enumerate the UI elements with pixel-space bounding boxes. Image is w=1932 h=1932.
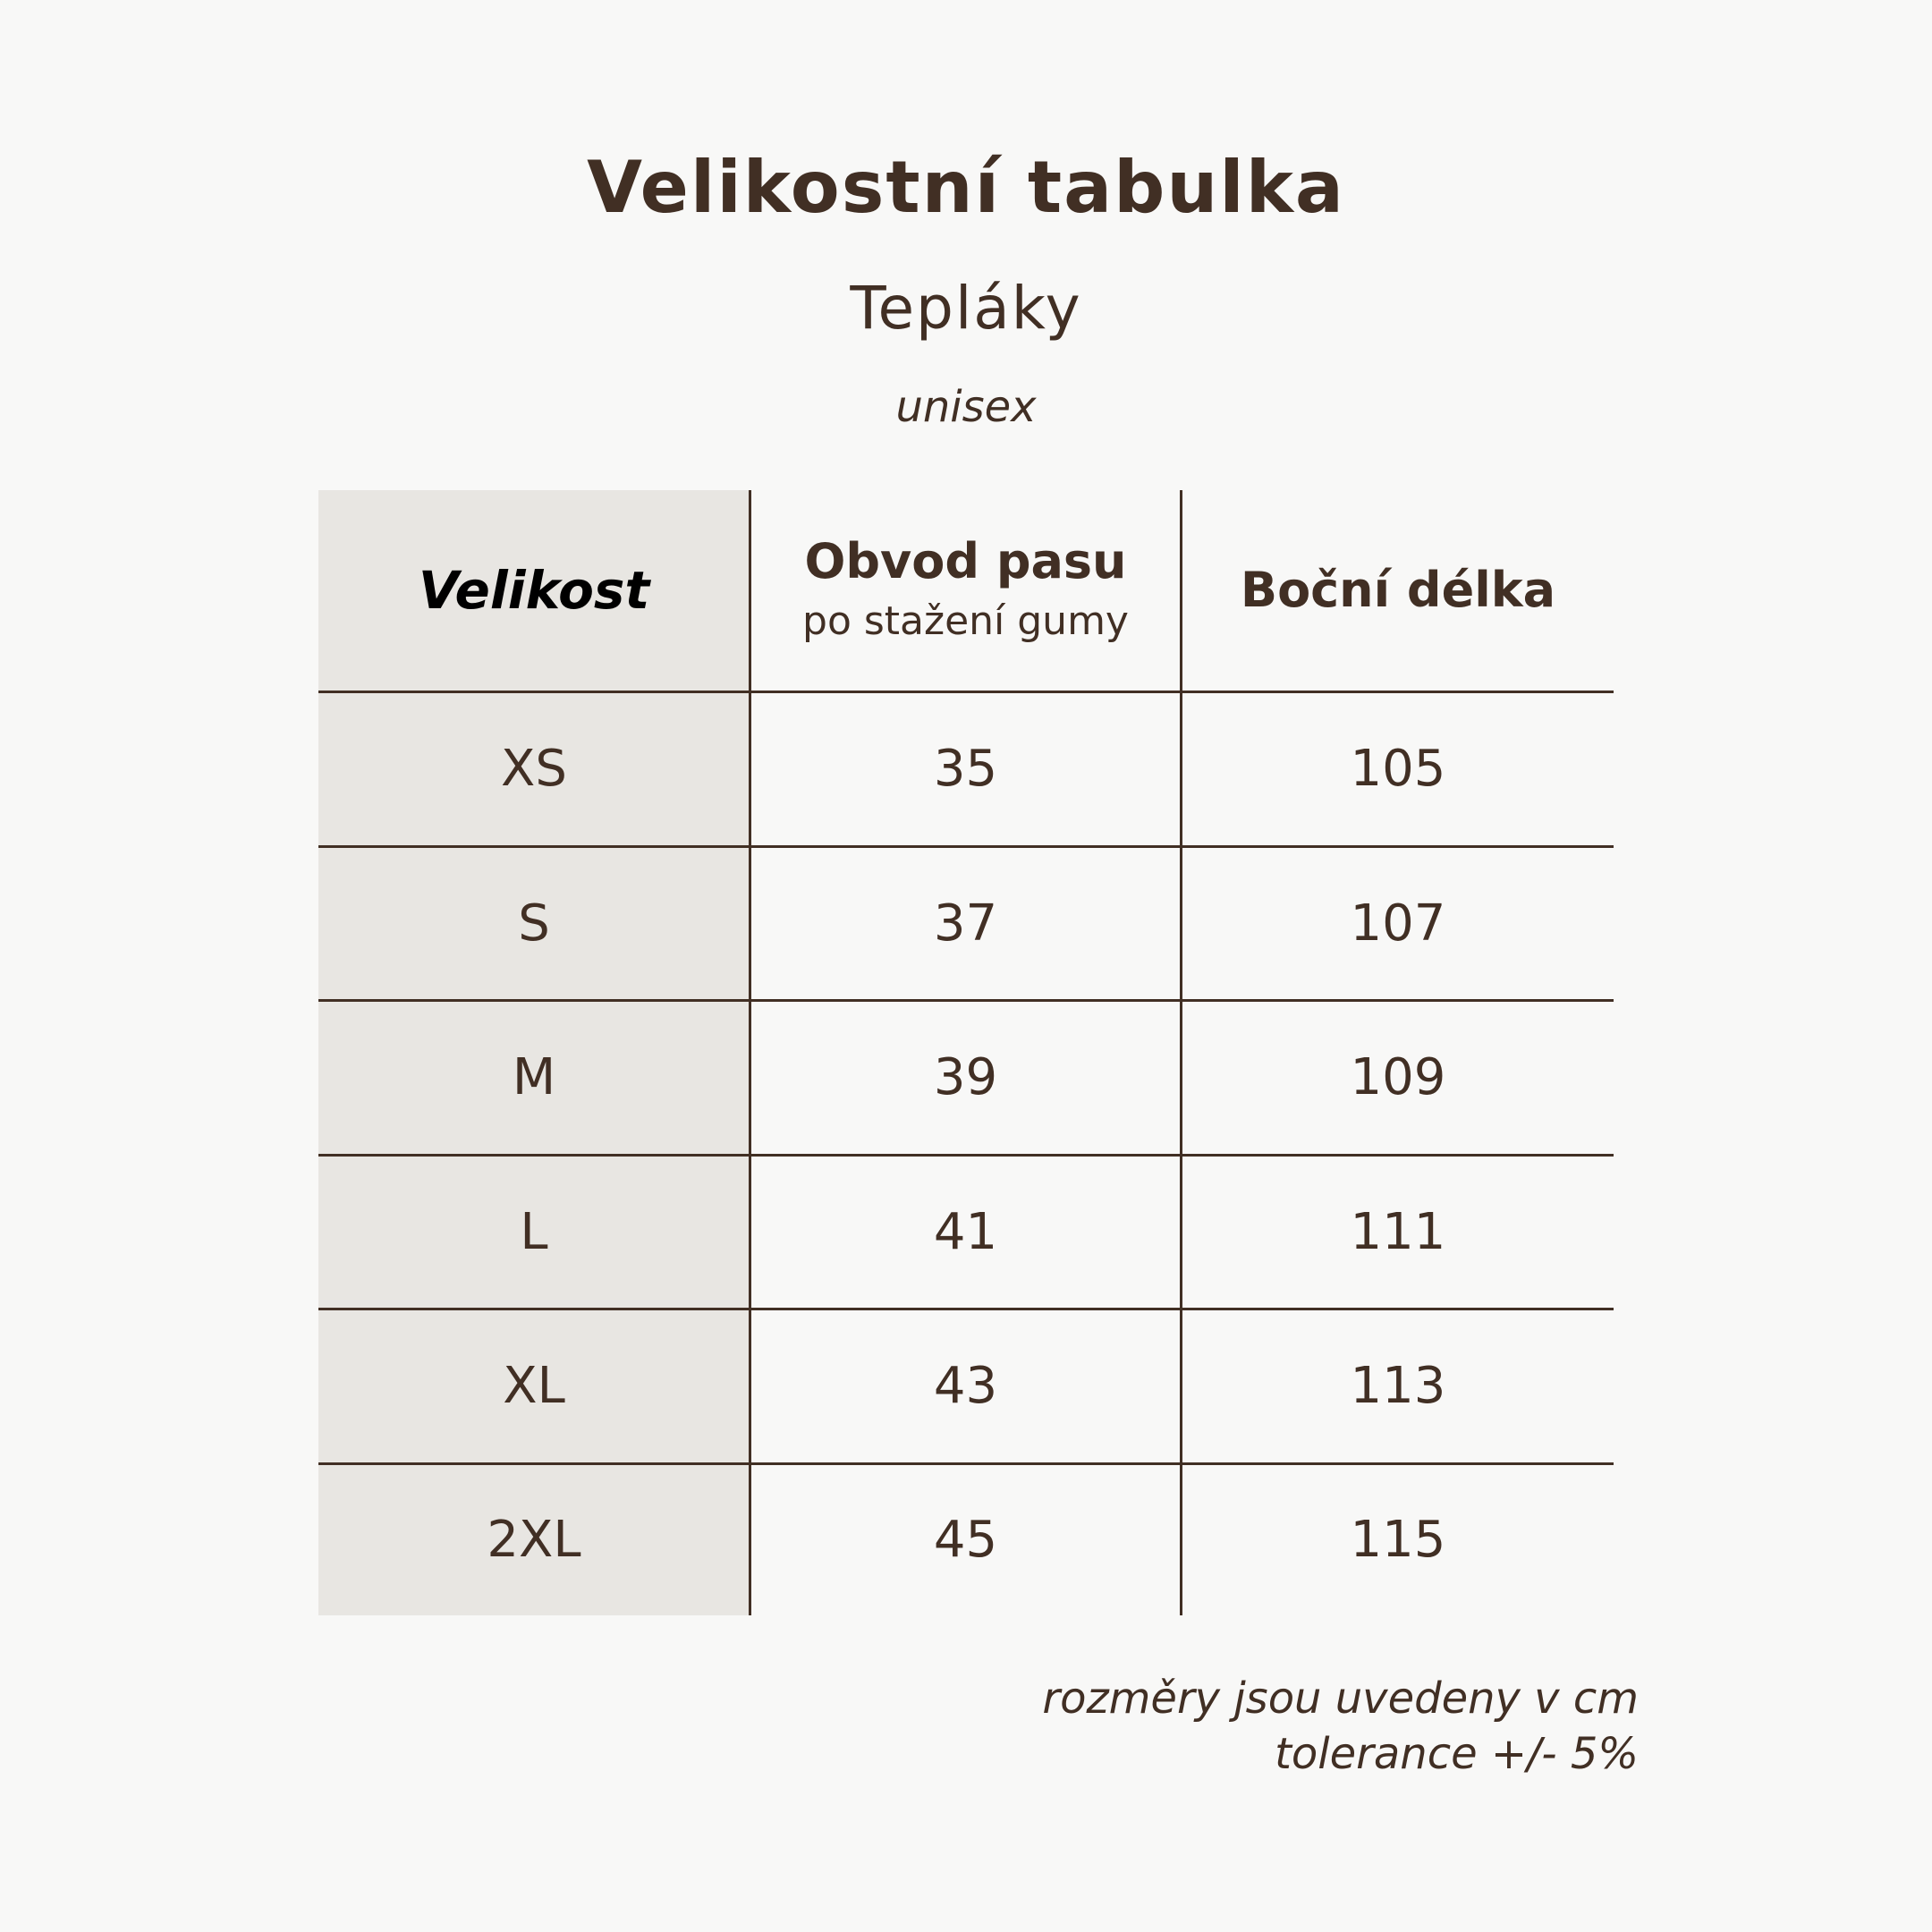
- footnote-units: rozměry jsou uvedeny v cm: [1042, 1674, 1639, 1724]
- table-cell-length: 109: [1350, 1048, 1446, 1106]
- table-cell-length: 113: [1350, 1357, 1446, 1415]
- table-cell-length: 115: [1350, 1511, 1446, 1569]
- table-cell-waist: 35: [933, 740, 998, 798]
- column-header-waist: Obvod pasu: [804, 533, 1127, 589]
- header-cell-waist: [751, 490, 1180, 691]
- table-cell-size: 2XL: [487, 1511, 581, 1569]
- header-cell-size: [318, 490, 750, 691]
- header-cell-length: [1182, 490, 1614, 691]
- table-cell-size: XL: [503, 1357, 565, 1415]
- table-cell-size: L: [520, 1202, 548, 1261]
- table-cell-waist: 43: [933, 1357, 998, 1415]
- table-cell-length: 107: [1350, 894, 1446, 953]
- table-cell-waist: 41: [933, 1202, 998, 1261]
- column-header-waist-note: po stažení gumy: [802, 598, 1129, 644]
- table-cell-size: M: [512, 1048, 556, 1106]
- table-cell-size: XS: [501, 740, 567, 798]
- column-header-length: Boční délka: [1240, 562, 1556, 618]
- size-table: [318, 490, 1614, 1615]
- footnote-tolerance: tolerance +/- 5%: [1275, 1729, 1639, 1779]
- table-cell-waist: 37: [933, 894, 998, 953]
- table-cell-length: 105: [1350, 740, 1446, 798]
- page-title: Velikostní tabulka: [587, 146, 1345, 229]
- column-header-size: Velikost: [418, 560, 650, 621]
- table-cell-waist: 39: [933, 1048, 998, 1106]
- product-name: Tepláky: [850, 274, 1082, 343]
- gender-tag: unisex: [895, 382, 1037, 432]
- table-cell-waist: 45: [933, 1511, 998, 1569]
- table-cell-length: 111: [1350, 1202, 1446, 1261]
- table-cell-size: S: [518, 894, 550, 953]
- footnote: [1042, 1671, 1639, 1782]
